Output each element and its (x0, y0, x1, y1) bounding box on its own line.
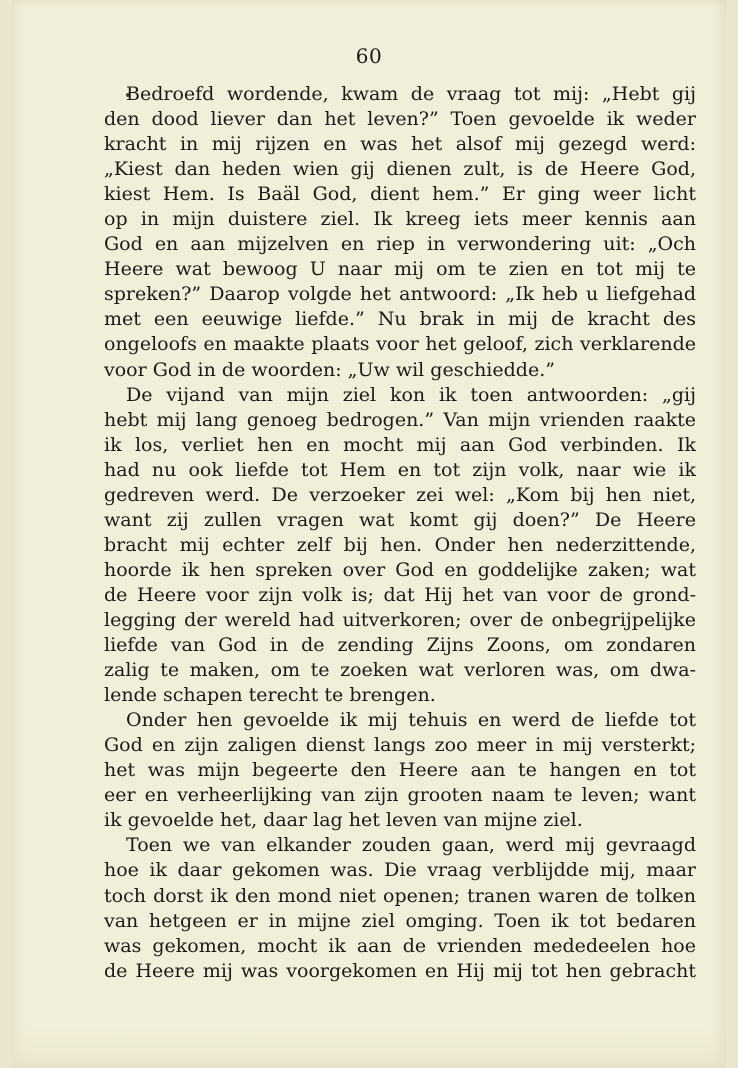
text-line: den dood liever dan het leven?” Toen gevoelde ik weder (104, 108, 696, 131)
text-line: hoe ik daar gekomen was. Die vraag verblijdde mij, maar (104, 859, 696, 882)
text-line: het was mijn begeerte den Heere aan te hangen en tot (104, 759, 696, 782)
text-line: want zij zullen vragen wat komt gij doen?” De Heere (104, 508, 696, 531)
text-line: hebt mij lang genoeg bedrogen.” Van mijn vrienden raakte (104, 408, 696, 431)
text-line: de Heere voor zijn volk is; dat Hij het van voor de grond- (104, 583, 696, 606)
text-line: gedreven werd. De verzoeker zei wel: „Kom bij hen niet, (104, 483, 696, 506)
text-line: had nu ook liefde tot Hem en tot zijn volk, naar wie ik (104, 458, 696, 481)
text-line: op in mijn duistere ziel. Ik kreeg iets meer kennis aan (104, 208, 696, 231)
text-line: eer en verheerlijking van zijn grooten naam te leven; want (104, 784, 696, 807)
text-line: zalig te maken, om te zoeken wat verloren was, om dwa- (104, 659, 696, 682)
text-line: ik los, verliet hen en mocht mij aan God verbinden. Ik (104, 433, 696, 456)
text-line: Onder hen gevoelde ik mij tehuis en werd de liefde tot (126, 709, 696, 732)
text-line: van hetgeen er in mijne ziel omging. Toen ik tot bedaren (104, 909, 696, 932)
page-edge-shading (12, 1028, 726, 1068)
text-line: was gekomen, mocht ik aan de vrienden mededeelen hoe (104, 934, 696, 957)
text-line: „Kiest dan heden wien gij dienen zult, is de Heere God, (104, 158, 696, 181)
text-line: toch dorst ik den mond niet openen; tranen waren de tolken (104, 884, 696, 907)
text-line: lende schapen terecht te brengen. (104, 684, 436, 707)
text-line: Heere wat bewoog U naar mij om te zien en tot mij te (104, 258, 696, 281)
book-page (12, 0, 726, 1068)
page-number: 60 (355, 44, 383, 68)
text-line: legging der wereld had uitverkoren; over de onbegrijpelijke (104, 608, 696, 631)
text-line: kiest Hem. Is Baäl God, dient hem.” Er ging weer licht (104, 183, 696, 206)
text-line: kracht in mij rijzen en was het alsof mij gezegd werd: (104, 133, 696, 156)
text-line: de Heere mij was voorgekomen en Hij mij tot hen gebracht (104, 959, 696, 982)
text-line: De vijand van mijn ziel kon ik toen antwoorden: „gij (126, 383, 696, 406)
text-line: ongeloofs en maakte plaats voor het geloof, zich verklarende (104, 333, 696, 356)
text-line: liefde van God in de zending Zijns Zoons, om zondaren (104, 634, 696, 657)
text-line: spreken?” Daarop volgde het antwoord: „Ik heb u liefgehad (104, 283, 696, 306)
text-line: bracht mij echter zelf bij hen. Onder hen nederzittende, (104, 533, 696, 556)
text-line: Bedroefd wordende, kwam de vraag tot mij: „Hebt gij (126, 83, 696, 105)
text-line: met een eeuwige liefde.” Nu brak in mij de kracht des (104, 308, 696, 331)
text-line: ik gevoelde het, daar lag het leven van mijne ziel. (104, 809, 583, 832)
text-line: hoorde ik hen spreken over God en goddelijke zaken; wat (104, 558, 696, 581)
text-line: Toen we van elkander zouden gaan, werd mij gevraagd (126, 834, 696, 857)
text-line: voor God in de woorden: „Uw wil geschiedde.” (104, 358, 555, 381)
text-line: God en aan mijzelven en riep in verwondering uit: „Och (104, 233, 696, 256)
text-line: God en zijn zaligen dienst langs zoo meer in mij versterkt; (104, 734, 696, 757)
body-text (104, 82, 696, 984)
